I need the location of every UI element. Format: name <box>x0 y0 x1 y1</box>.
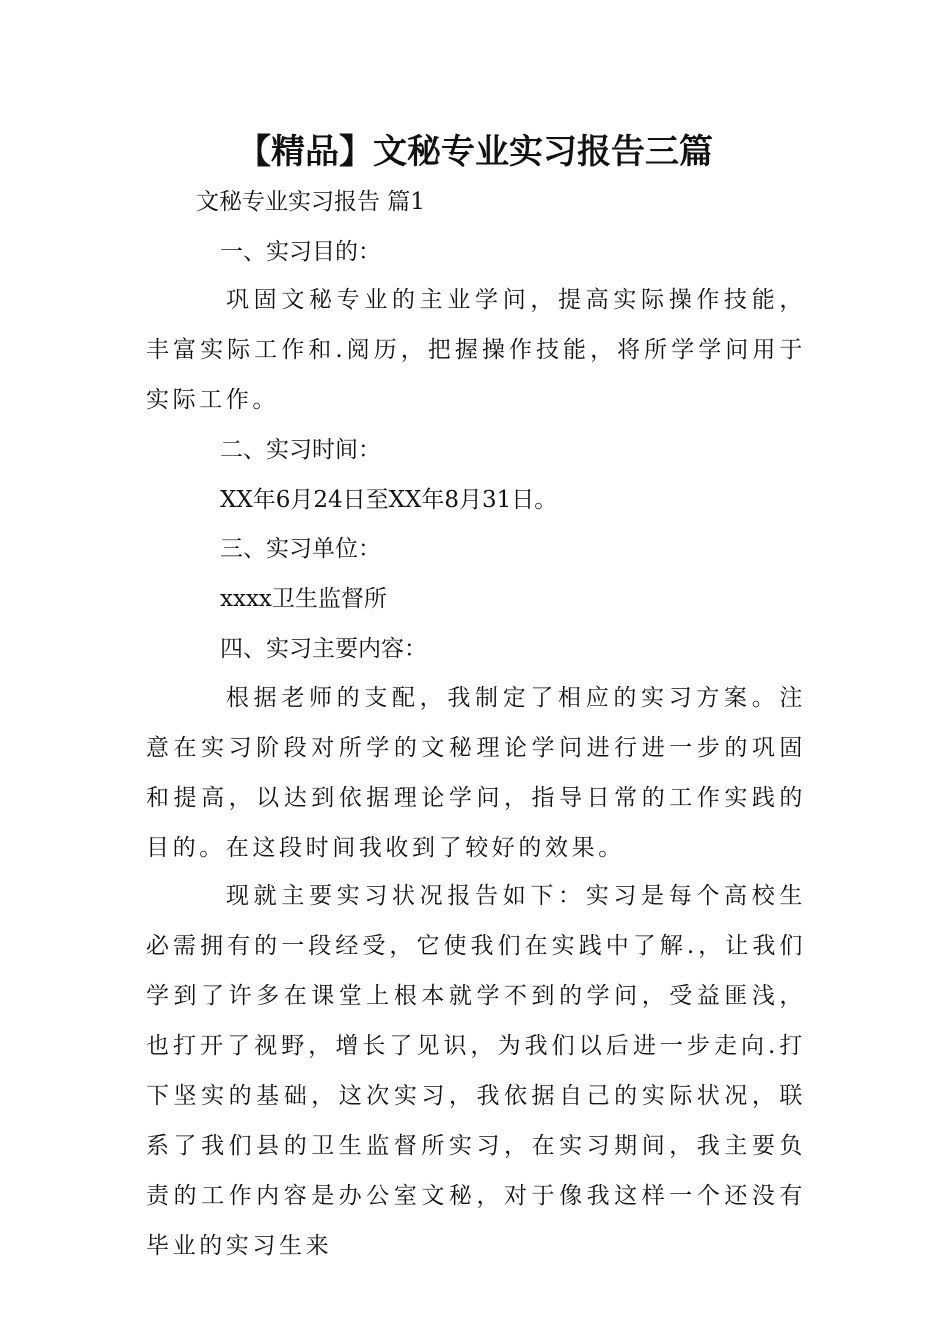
document-subtitle: 文秘专业实习报告 篇1 <box>196 189 425 215</box>
section-text-purpose: 巩固文秘专业的主业学问，提高实际操作技能，丰富实际工作和.阅历，把握操作技能，将所学学问用于实际工作。 <box>146 287 806 413</box>
section-text-time: XX年6月24日至XX年8月31日。 <box>220 487 558 513</box>
section-heading-unit: 三、实习单位： <box>220 536 381 562</box>
section-text-content-paragraph-1: 根据老师的支配，我制定了相应的实习方案。注意在实习阶段对所学的文秘理论学问进行进一步的巩固和提高，以达到依据理论学问，指导日常的工作实践的目的。在这段时间我收到了较好的效果。 <box>146 685 806 861</box>
document-title: 【精品】文秘专业实习报告三篇 <box>237 132 713 172</box>
section-heading-time: 二、实习时间： <box>220 437 381 463</box>
section-heading-purpose: 一、实习目的： <box>220 239 381 265</box>
section-text-unit: xxxx卫生监督所 <box>220 586 387 612</box>
section-text-content-paragraph-2: 现就主要实习状况报告如下：实习是每个高校生必需拥有的一段经受，它使我们在实践中了解.，让我们学到了许多在课堂上根本就学不到的学问，受益匪浅，也打开了视野，增长了见识，为我们以后进一步走向.打下坚实的基础，这次实习，我依据自己的实际状况，联系了我们县的卫生监督所实习，在实习期间，我主要负责的工作内容是办公室文秘，对于像我这样一个还没有毕业的实习生来 <box>146 883 806 1259</box>
section-heading-content: 四、实习主要内容： <box>220 636 427 662</box>
